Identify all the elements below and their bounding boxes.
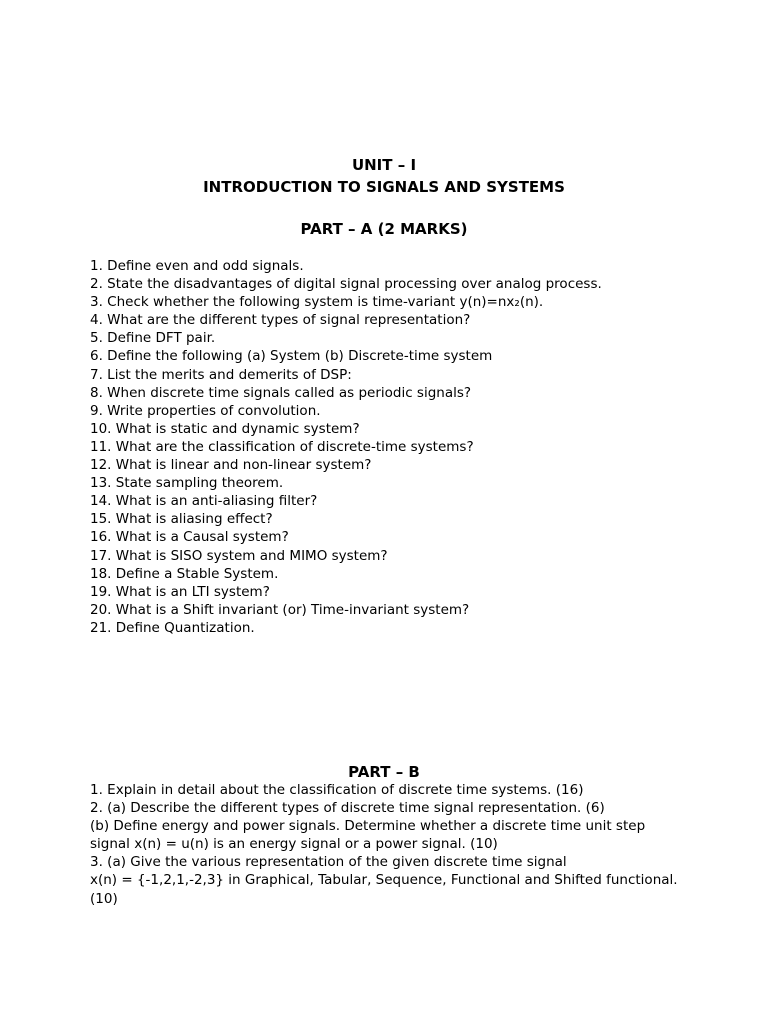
part-a-question-list xyxy=(90,257,690,637)
question-item: 21. Define Quantization. xyxy=(90,619,255,636)
question-line: (b) Define energy and power signals. Determine whether a discrete time unit step xyxy=(90,818,646,835)
question-line: 2. (a) Describe the different types of discrete time signal representation. (6) xyxy=(90,800,605,817)
question-item: 5. Define DFT pair. xyxy=(90,330,216,347)
unit-title: UNIT – I xyxy=(351,156,417,174)
question-item: 18. Define a Stable System. xyxy=(90,565,279,582)
question-item: 15. What is aliasing effect? xyxy=(90,511,273,528)
question-item: 16. What is a Causal system? xyxy=(90,529,289,546)
question-item: 8. When discrete time signals called as periodic signals? xyxy=(90,384,472,401)
question-item: 17. What is SISO system and MIMO system? xyxy=(90,547,388,564)
question-item: 7. List the merits and demerits of DSP: xyxy=(90,366,352,383)
question-line: signal x(n) = u(n) is an energy signal or a power signal. (10) xyxy=(90,836,498,853)
question-item: 9. Write properties of convolution. xyxy=(90,402,321,419)
question-line: x(n) = {-1,2,1,-2,3} in Graphical, Tabular, Sequence, Functional and Shifted functional. (10) xyxy=(90,872,678,907)
question-item: 19. What is an LTI system? xyxy=(90,583,270,600)
question-item: 10. What is static and dynamic system? xyxy=(90,420,360,437)
question-item: 6. Define the following (a) System (b) Discrete-time system xyxy=(90,348,493,365)
question-item: 14. What is an anti-aliasing filter? xyxy=(90,493,318,510)
question-item: 20. What is a Shift invariant (or) Time-invariant system? xyxy=(90,601,470,618)
part-b-title: PART – B xyxy=(348,763,420,781)
question-line: 3. (a) Give the various representation of the given discrete time signal xyxy=(90,854,567,871)
part-a-title: PART – A (2 MARKS) xyxy=(300,220,468,238)
question-item: 3. Check whether the following system is time-variant y(n)=nx₂(n). xyxy=(90,294,544,311)
question-item: 2. State the disadvantages of digital signal processing over analog process. xyxy=(90,276,602,293)
section-title: INTRODUCTION TO SIGNALS AND SYSTEMS xyxy=(203,178,565,196)
question-item: 11. What are the classification of discrete-time systems? xyxy=(90,438,474,455)
question-line: 1. Explain in detail about the classification of discrete time systems. (16) xyxy=(90,782,584,798)
question-item: 13. State sampling theorem. xyxy=(90,475,284,492)
part-b-question-list xyxy=(90,781,690,908)
question-item: 12. What is linear and non-linear system? xyxy=(90,457,372,474)
question-item: 1. Define even and odd signals. xyxy=(90,258,304,274)
question-item: 4. What are the different types of signal representation? xyxy=(90,312,471,329)
